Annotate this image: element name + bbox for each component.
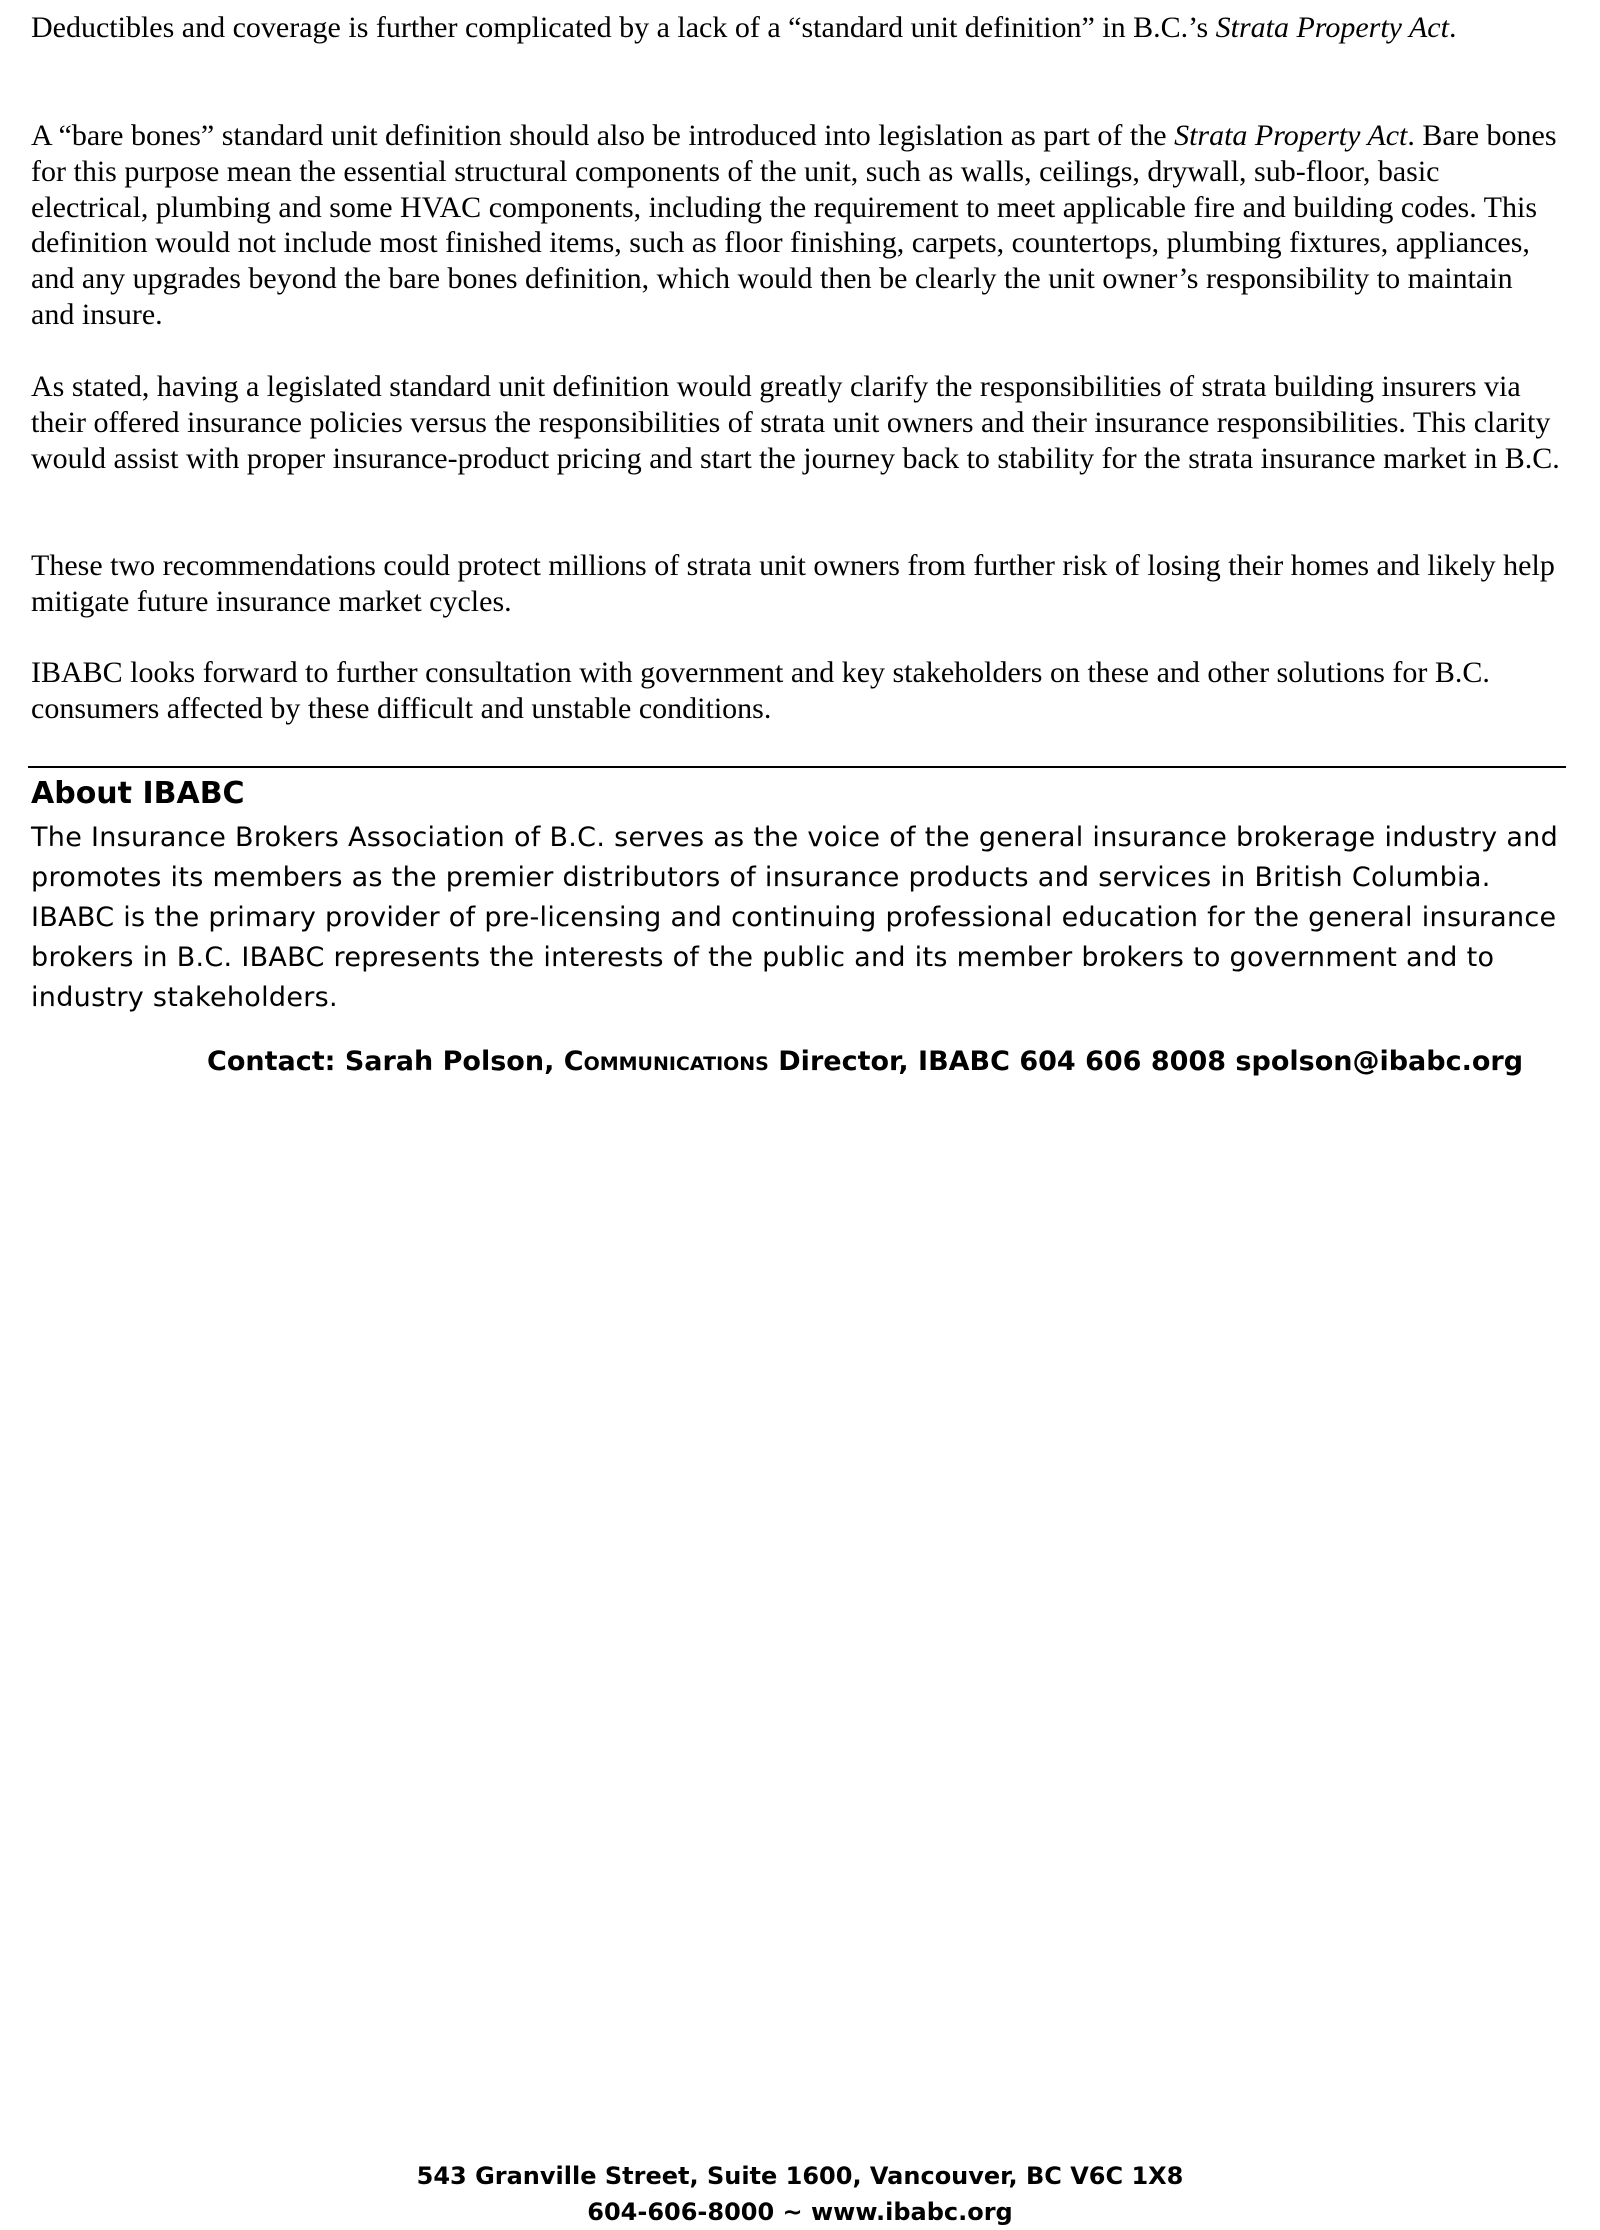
paragraph-text: A “bare bones” standard unit definition should also be introduced into legislation as part of the — [31, 119, 1175, 152]
footer-phone-web: 604-606-8000 ~ www.ibabc.org — [587, 2198, 1013, 2226]
paragraph-consultation: IBABC looks forward to further consultation with government and key stakeholders on these and other solutions for B.C. consumers affected by these difficult and unstable conditions. — [31, 656, 1490, 725]
paragraph-legislated-definition: As stated, having a legislated standard unit definition would greatly clarify the responsibilities of strata building insurers via their offered insurance policies versus the responsibilities of strata unit owners and their insurance responsibilities. This clarity would assist with proper insurance-product pricing and start the journey back to stability for the strata insurance market in B.C. — [31, 370, 1560, 475]
act-title: Strata Property Act — [1215, 11, 1449, 44]
contact-suffix: Director, IBABC 604 606 8008 spolson@ibabc.org — [768, 1046, 1524, 1077]
about-text: The Insurance Brokers Association of B.C. serves as the voice of the general insurance brokerage industry and promotes its members as the premier distributors of insurance products and services in British Columbia. IBABC is the primary provider of pre-licensing and continuing professional education for the general insurance brokers in B.C. IBABC represents the interests of the public and its member brokers to government and to industry stakeholders. — [31, 822, 1559, 1013]
paragraph-standard-unit-intro — [31, 10, 1561, 46]
paragraph-recommendations: These two recommendations could protect millions of strata unit owners from further risk of losing their homes and likely help mitigate future insurance market cycles. — [31, 549, 1555, 618]
contact-prefix: Contact: Sarah Polson, — [207, 1046, 564, 1077]
paragraph-text: Deductibles and coverage is further complicated by a lack of a “standard unit definition” in B.C.’s — [31, 11, 1216, 44]
paragraph-text: . — [1448, 11, 1457, 44]
contact-line — [207, 1044, 1523, 1080]
footer-address: 543 Granville Street, Suite 1600, Vancouver, BC V6C 1X8 — [416, 2162, 1184, 2190]
page-footer — [0, 2158, 1600, 2230]
section-divider — [28, 766, 1566, 768]
paragraph-bare-bones-definition — [31, 118, 1561, 333]
act-title: Strata Property Act — [1174, 119, 1408, 152]
paragraph-text: . Bare bones for this purpose mean the essential structural components of the unit, such as walls, ceilings, drywall, sub-floor, basic electrical, plumbing and some HVAC components, including the requirement to meet applicable fire and building codes. This definition would not include most finished items, such as floor finishing, carpets, countertops, plumbing fixtures, appliances, and any upgrades beyond the bare bones definition, which would then be clearly the unit owner’s responsibility to maintain and insure. — [31, 119, 1557, 331]
contact-title: Communications — [563, 1046, 769, 1077]
about-heading: About IBABC — [31, 776, 245, 811]
